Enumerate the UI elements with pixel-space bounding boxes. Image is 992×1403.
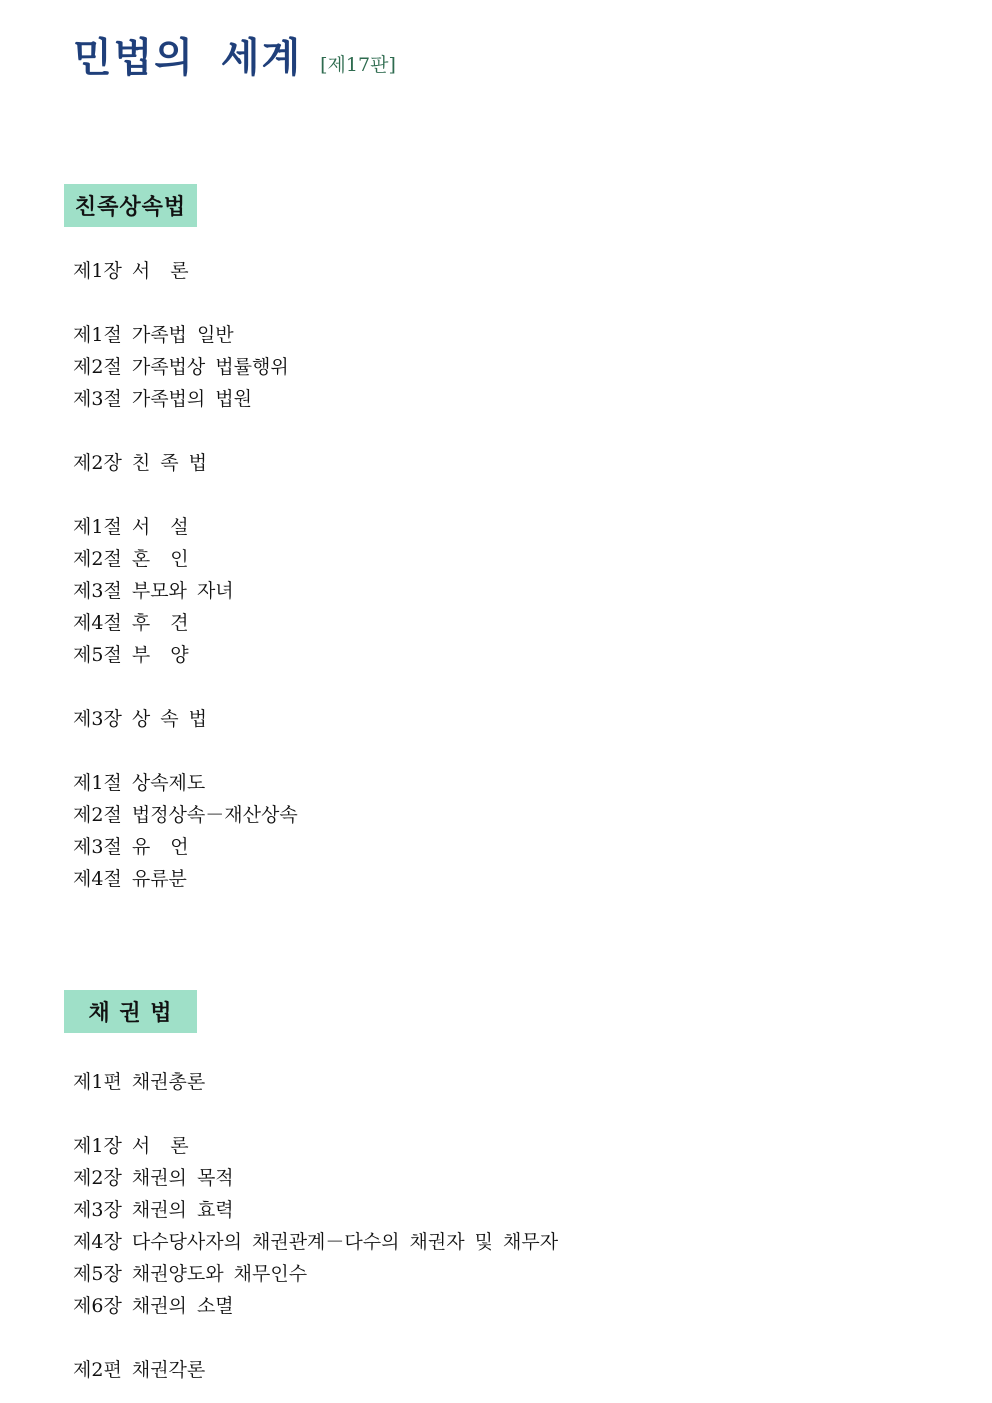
toc-entry: 제3절 부모와 자녀 bbox=[73, 580, 234, 602]
section-header-family-inheritance: 친족상속법 bbox=[64, 184, 197, 227]
toc-entry: 제2편 채권각론 bbox=[73, 1359, 206, 1381]
toc-entry: 제1장 서 론 bbox=[73, 260, 189, 282]
toc-entry: 제2절 법정상속－재산상속 bbox=[73, 804, 298, 826]
toc-entry: 제2장 친 족 법 bbox=[73, 452, 207, 474]
toc-entry: 제2절 혼 인 bbox=[73, 548, 189, 570]
section-header-obligations: 채 권 법 bbox=[64, 990, 197, 1033]
toc-entry: 제3장 채권의 효력 bbox=[73, 1199, 234, 1221]
toc-entry: 제2장 채권의 목적 bbox=[73, 1167, 234, 1189]
toc-entry: 제6장 채권의 소멸 bbox=[73, 1295, 234, 1317]
toc-entry: 제1절 상속제도 bbox=[73, 772, 206, 794]
toc-entry: 제4절 후 견 bbox=[73, 612, 189, 634]
page-title: 민법의 세계 bbox=[73, 35, 303, 81]
toc-entry: 제1절 가족법 일반 bbox=[73, 324, 234, 346]
edition-label: [제17판] bbox=[320, 54, 396, 76]
toc-entry: 제5절 부 양 bbox=[73, 644, 189, 666]
toc-entry: 제1편 채권총론 bbox=[73, 1071, 206, 1093]
toc-entry: 제4장 다수당사자의 채권관계－다수의 채권자 및 채무자 bbox=[73, 1231, 559, 1253]
toc-entry: 제4절 유류분 bbox=[73, 868, 187, 890]
toc-entry: 제3절 가족법의 법원 bbox=[73, 388, 252, 410]
toc-entry: 제3장 상 속 법 bbox=[73, 708, 207, 730]
title-block bbox=[73, 26, 396, 83]
toc-entry: 제3절 유 언 bbox=[73, 836, 189, 858]
toc-entry: 제1장 서 론 bbox=[73, 1135, 189, 1157]
toc-entry: 제1절 서 설 bbox=[73, 516, 189, 538]
toc-entry: 제5장 채권양도와 채무인수 bbox=[73, 1263, 308, 1285]
toc-entry: 제2절 가족법상 법률행위 bbox=[73, 356, 289, 378]
